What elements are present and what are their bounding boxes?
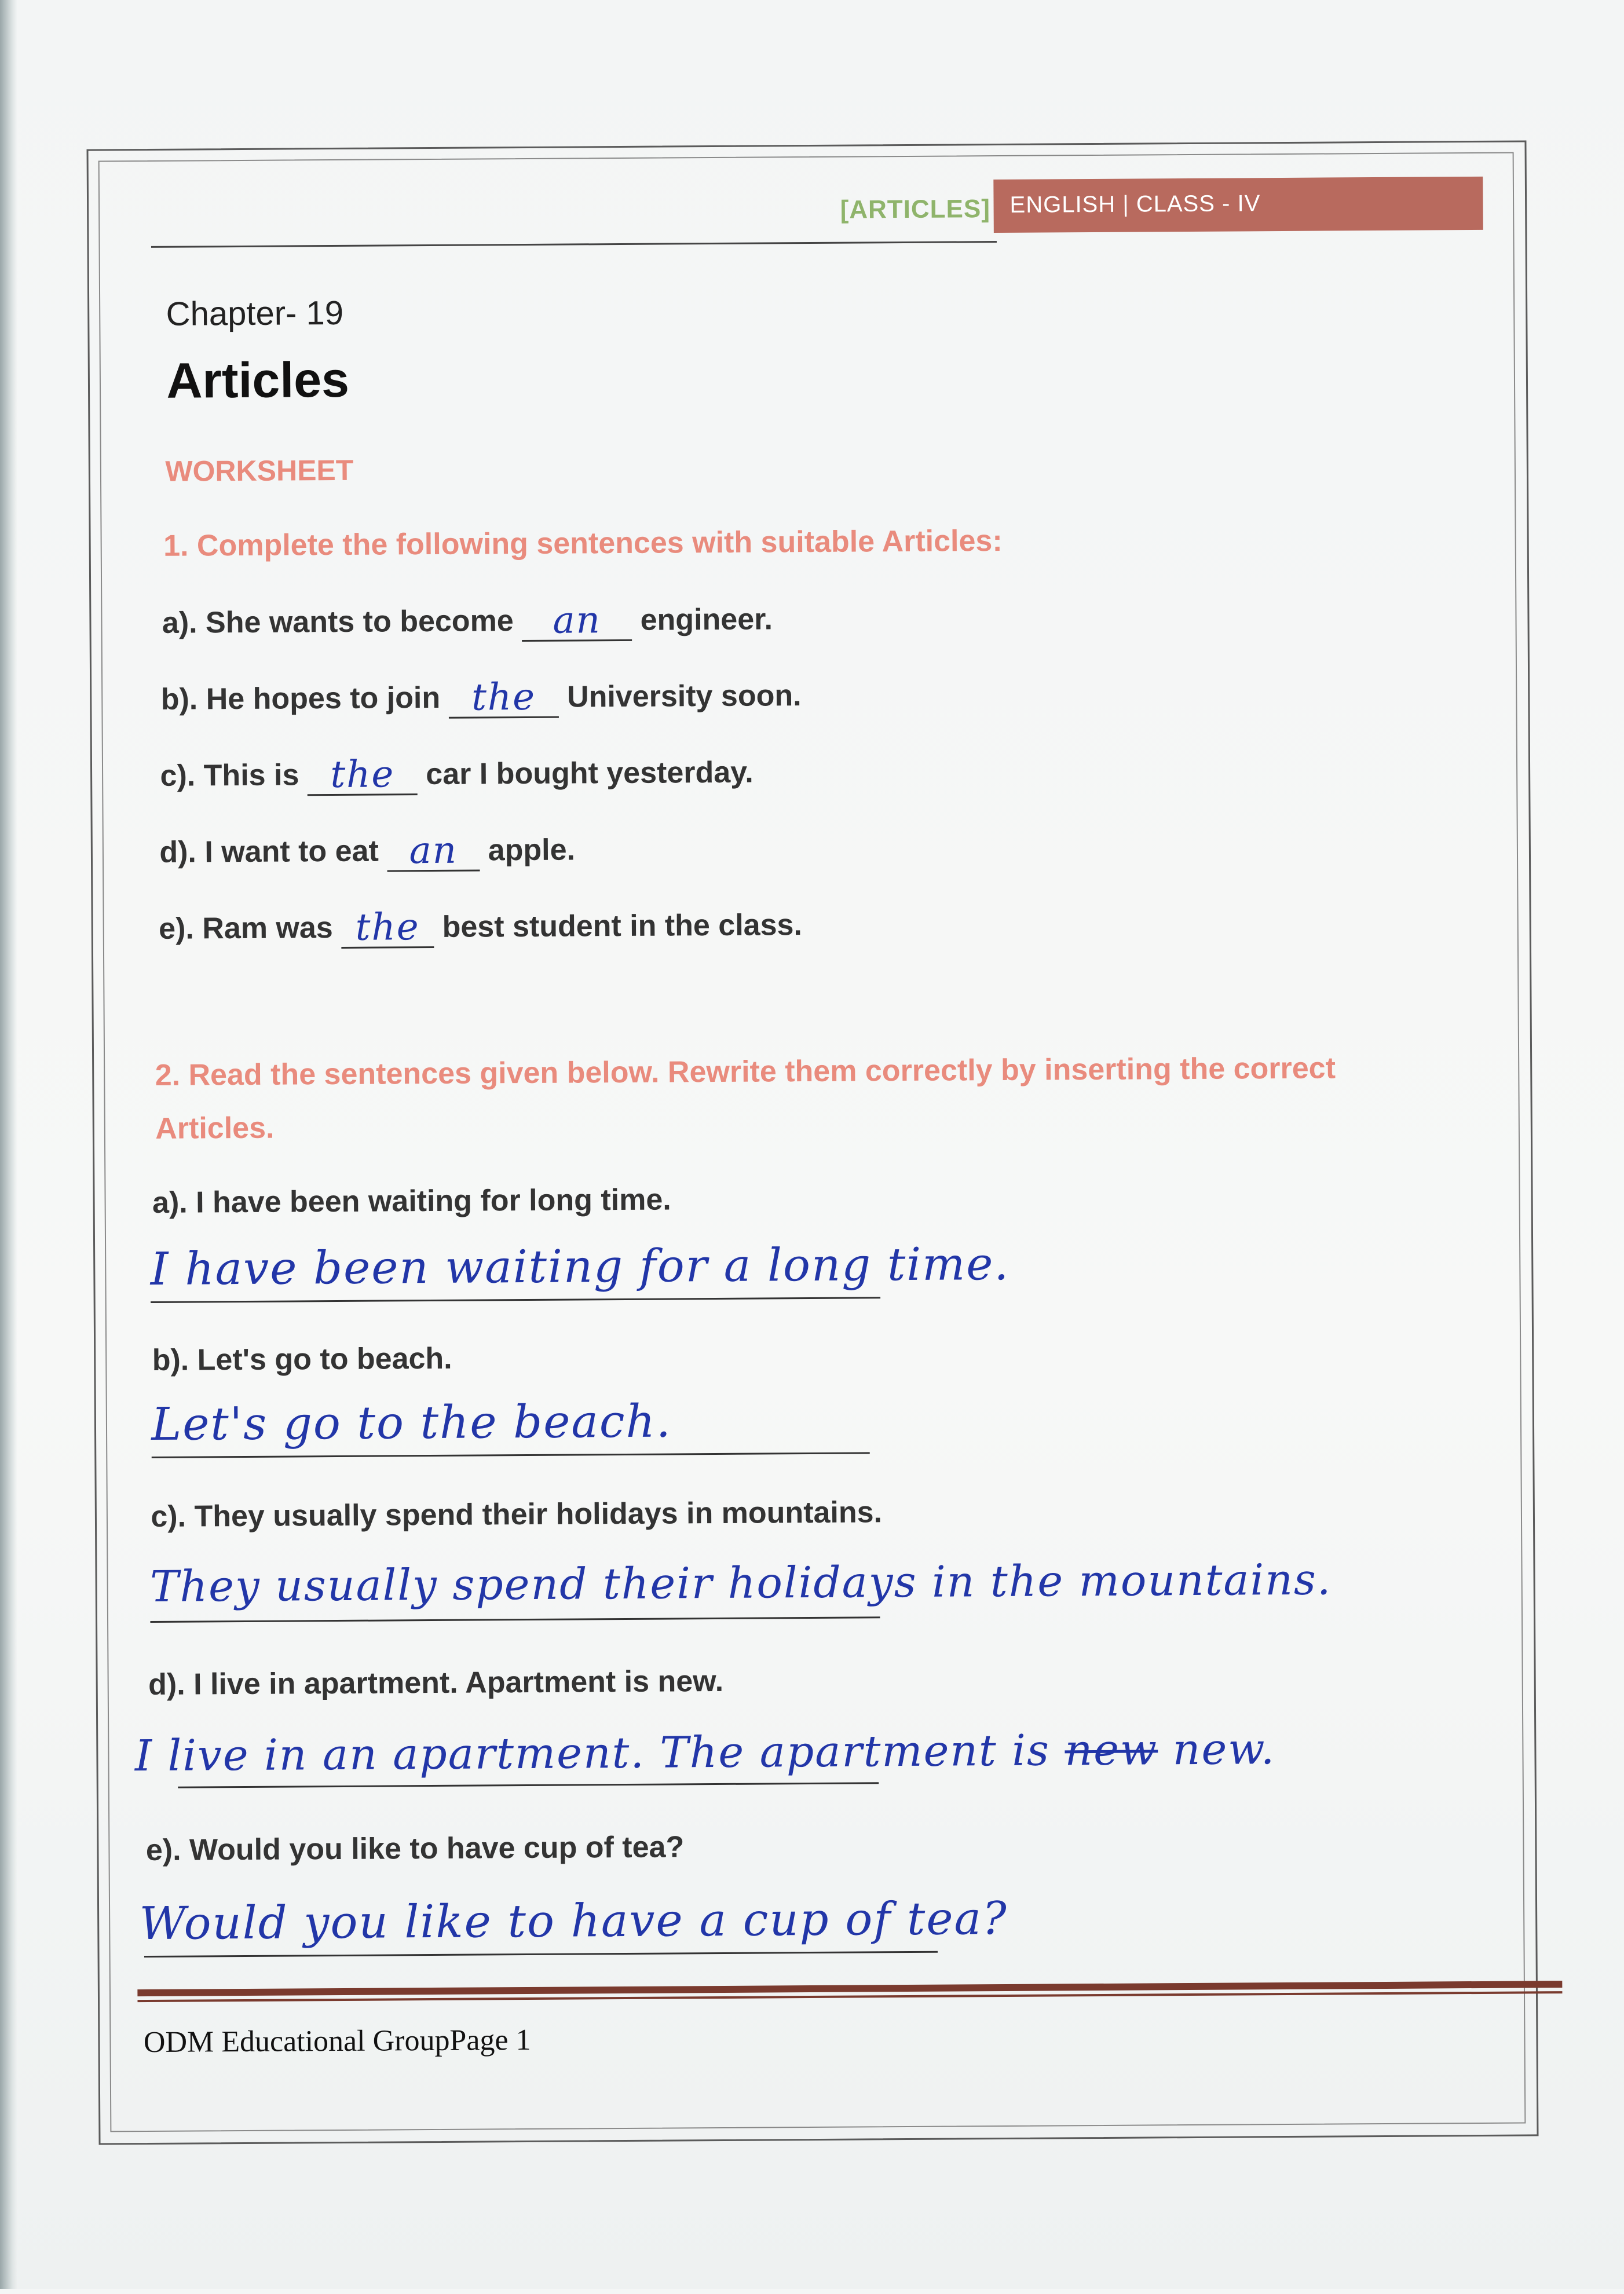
section2-heading: 2. Read the sentences given below. Rewrite them correctly by inserting the correct Articles. bbox=[155, 1051, 1336, 1146]
section2-item-a-question: a). I have been waiting for long time. bbox=[152, 1183, 671, 1220]
answer-blank bbox=[387, 826, 480, 872]
answer-rule bbox=[144, 1951, 938, 1958]
header-topic-tag: [ARTICLES] bbox=[840, 195, 991, 224]
handwritten-answer: the bbox=[355, 906, 420, 949]
section2-item-b-question: b). Let's go to beach. bbox=[152, 1341, 452, 1377]
item-prefix: c). This is bbox=[160, 758, 308, 793]
section2-item-d-question: d). I live in apartment. Apartment is new. bbox=[148, 1664, 724, 1702]
section1-item-e bbox=[159, 901, 802, 950]
answer-text-end: new. bbox=[1157, 1724, 1276, 1775]
answer-blank bbox=[341, 903, 434, 949]
worksheet-label: WORKSHEET bbox=[165, 453, 354, 488]
header-band bbox=[993, 177, 1483, 233]
section2-item-e-question: e). Would you like to have cup of tea? bbox=[145, 1830, 685, 1868]
item-prefix: a). She wants to become bbox=[162, 604, 522, 640]
answer-rule bbox=[151, 1297, 880, 1303]
item-suffix: best student in the class. bbox=[434, 908, 803, 944]
section2-item-b-answer: Let's go to the beach. bbox=[151, 1395, 672, 1451]
answer-rule bbox=[150, 1616, 880, 1623]
item-suffix: University soon. bbox=[558, 679, 802, 714]
header-rule bbox=[151, 241, 997, 248]
section2-item-c-question: c). They usually spend their holidays in mountains. bbox=[151, 1495, 883, 1534]
answer-blank bbox=[522, 597, 632, 642]
page-title: Articles bbox=[166, 352, 350, 409]
section2-item-a-answer: I have been waiting for a long time. bbox=[150, 1238, 1010, 1296]
answer-rule bbox=[178, 1782, 879, 1788]
section1-item-a bbox=[162, 595, 773, 643]
item-suffix: engineer. bbox=[632, 602, 773, 637]
handwritten-answer: an bbox=[553, 599, 602, 642]
handwritten-answer: the bbox=[330, 753, 395, 797]
answer-blank bbox=[308, 751, 418, 796]
footer-text: ODM Educational GroupPage 1 bbox=[143, 2023, 531, 2059]
item-suffix: car I bought yesterday. bbox=[417, 755, 754, 792]
section1-item-d bbox=[159, 826, 575, 873]
item-prefix: d). I want to eat bbox=[159, 834, 387, 869]
handwritten-answer: an bbox=[409, 829, 458, 873]
answer-blank bbox=[448, 674, 558, 719]
section1-heading: 1. Complete the following sentences with suitable Articles: bbox=[163, 524, 1003, 563]
section2-item-c-answer: They usually spend their holidays in the mountains. bbox=[149, 1554, 1332, 1612]
section1-item-c bbox=[160, 749, 754, 797]
section2-item-d-answer bbox=[135, 1724, 1276, 1781]
header-subject-class: ENGLISH | CLASS - IV bbox=[1009, 191, 1261, 218]
item-prefix: b). He hopes to join bbox=[160, 680, 449, 716]
section1-item-b bbox=[161, 672, 802, 720]
item-suffix: apple. bbox=[480, 833, 576, 868]
item-prefix: e). Ram was bbox=[158, 910, 342, 946]
answer-text: I live in an apartment. The apartment is bbox=[134, 1725, 1065, 1781]
chapter-label: Chapter- 19 bbox=[166, 294, 344, 333]
section2-item-e-answer: Would you like to have a cup of tea? bbox=[139, 1892, 1008, 1951]
struck-out-word: new bbox=[1065, 1725, 1158, 1776]
handwritten-answer: the bbox=[471, 675, 536, 719]
answer-rule bbox=[152, 1452, 870, 1458]
